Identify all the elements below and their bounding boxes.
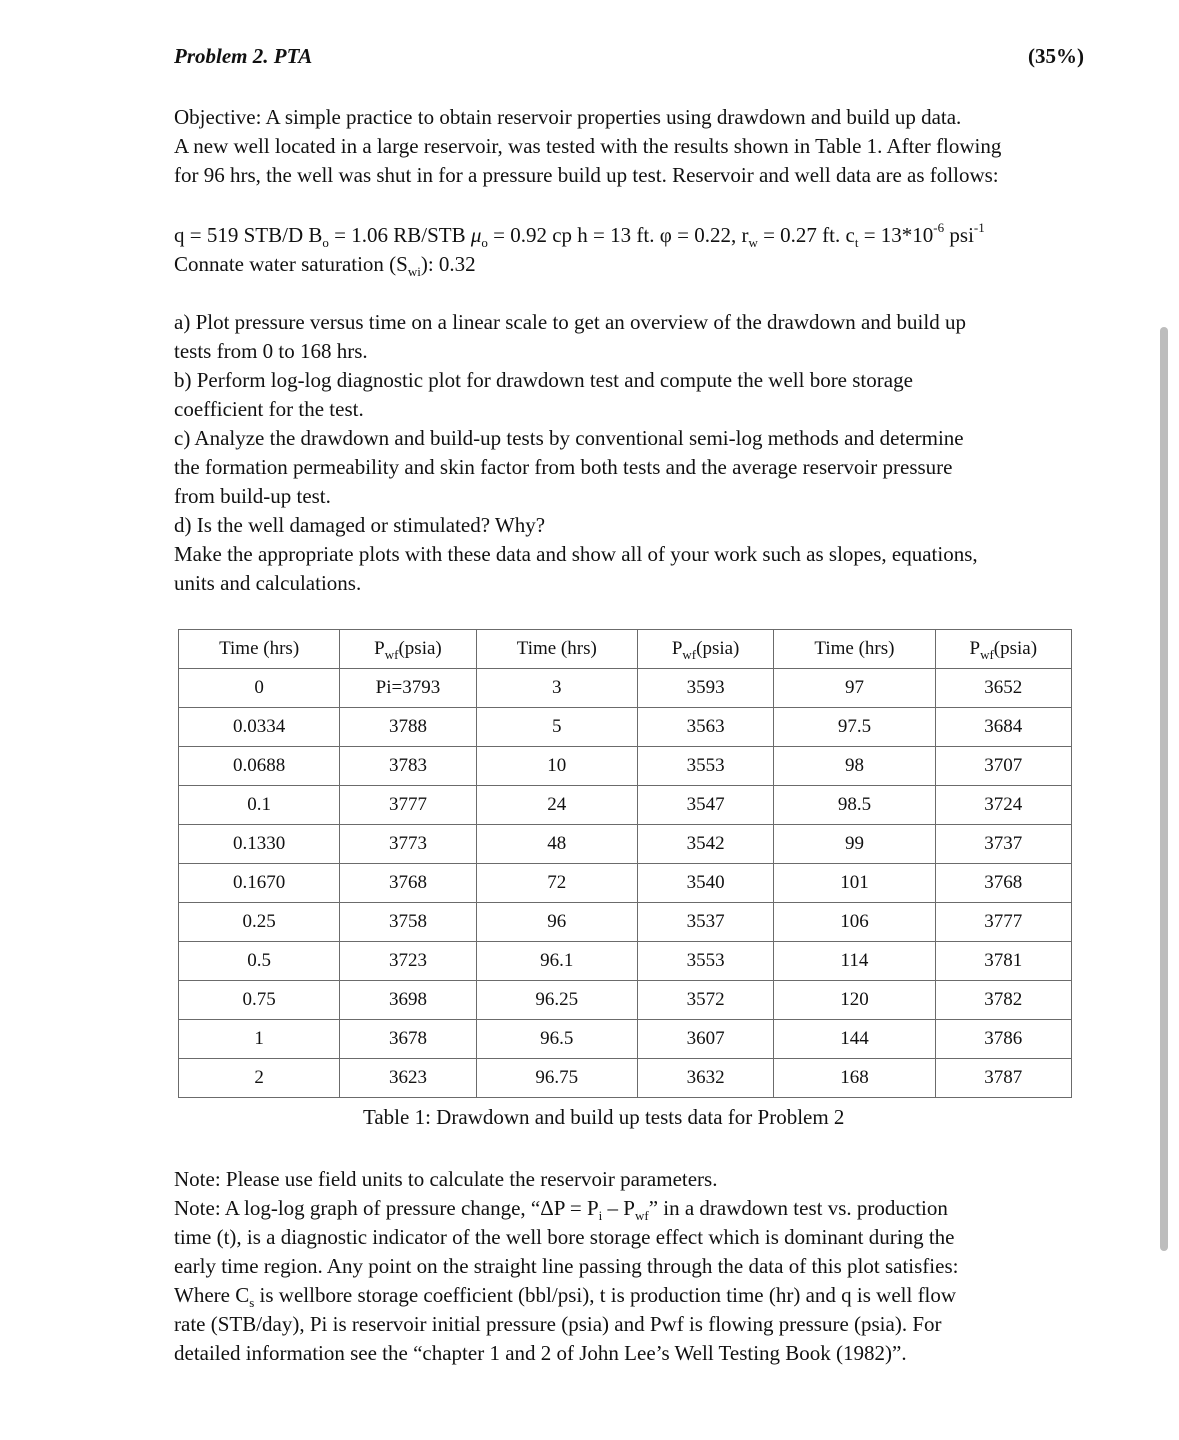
table-cell: 3623 bbox=[340, 1059, 476, 1098]
questions-list bbox=[174, 308, 1089, 598]
table-cell: 5 bbox=[476, 708, 637, 747]
table-body bbox=[179, 669, 1072, 1098]
table-cell: 0.75 bbox=[179, 981, 340, 1020]
table-cell: 3698 bbox=[340, 981, 476, 1020]
table-cell: 98.5 bbox=[774, 786, 935, 825]
question-line: d) Is the well damaged or stimulated? Why? bbox=[174, 513, 546, 537]
table-row bbox=[179, 942, 1072, 981]
question-line: from build-up test. bbox=[174, 484, 331, 508]
text-line: A new well located in a large reservoir, was tested with the results shown in Table 1. After flowing bbox=[174, 134, 1002, 158]
table-cell: 3572 bbox=[637, 981, 773, 1020]
table-cell: 168 bbox=[774, 1059, 935, 1098]
table-cell: 0.1330 bbox=[179, 825, 340, 864]
table-cell: 3786 bbox=[935, 1020, 1071, 1059]
table-row bbox=[179, 708, 1072, 747]
table-cell: 3542 bbox=[637, 825, 773, 864]
table-cell: 3787 bbox=[935, 1059, 1071, 1098]
table-row bbox=[179, 1020, 1072, 1059]
table-cell: 96 bbox=[476, 903, 637, 942]
table-cell: 3593 bbox=[637, 669, 773, 708]
table-cell: 3684 bbox=[935, 708, 1071, 747]
table-cell: 48 bbox=[476, 825, 637, 864]
note-line: Where $C_s$ is wellbore storage coefficient (bbl/psi), t is production time (hr) and q is well flow bbox=[174, 1283, 957, 1311]
table-cell: 0.0688 bbox=[179, 747, 340, 786]
table-cell: Pi=3793 bbox=[340, 669, 476, 708]
table-row bbox=[179, 864, 1072, 903]
table-row bbox=[179, 669, 1072, 708]
table-cell: 3773 bbox=[340, 825, 476, 864]
table-cell: 3724 bbox=[935, 786, 1071, 825]
table-cell: 3540 bbox=[637, 864, 773, 903]
table-cell: 0.0334 bbox=[179, 708, 340, 747]
table-cell: 3723 bbox=[340, 942, 476, 981]
swi-line: Connate water saturation $(S_{wi})$: 0.32 bbox=[174, 252, 476, 280]
problem-header bbox=[174, 44, 1084, 78]
parameters-line: q = 519 STB/D $B_o = 1.06$ RB/STB $\mu_o = 0.92$ cp h = 13 ft. φ = 0.22, $r_w = 0.27$ ft. $c_t = 13*10^{-6}$ psi$^{-1}$ bbox=[174, 220, 985, 251]
table-cell: 114 bbox=[774, 942, 935, 981]
table-cell: 1 bbox=[179, 1020, 340, 1059]
table-header-row bbox=[179, 630, 1072, 669]
table-cell: 3777 bbox=[935, 903, 1071, 942]
note-line: time (t), is a diagnostic indicator of the well bore storage effect which is dominant during the bbox=[174, 1225, 955, 1249]
note-line: Note: A log-log graph of pressure change, “$\Delta P = P_i - P_{wf}$” in a drawdown test vs. production bbox=[174, 1196, 948, 1224]
text-line: Objective: A simple practice to obtain reservoir properties using drawdown and build up data. bbox=[174, 105, 962, 129]
table-cell: 3782 bbox=[935, 981, 1071, 1020]
table-cell: 0.5 bbox=[179, 942, 340, 981]
note-line: early time region. Any point on the straight line passing through the data of this plot satisfies: bbox=[174, 1254, 959, 1278]
pwf-header: $P_{wf}(psia)$ bbox=[637, 630, 773, 669]
time-header: Time (hrs) bbox=[476, 630, 637, 669]
table-row bbox=[179, 981, 1072, 1020]
table-cell: 3788 bbox=[340, 708, 476, 747]
table-cell: 3 bbox=[476, 669, 637, 708]
table-cell: 97 bbox=[774, 669, 935, 708]
table-row bbox=[179, 903, 1072, 942]
table-cell: 0 bbox=[179, 669, 340, 708]
table-cell: 72 bbox=[476, 864, 637, 903]
question-line: a) Plot pressure versus time on a linear scale to get an overview of the drawdown and build up bbox=[174, 310, 966, 334]
question-line: coefficient for the test. bbox=[174, 397, 364, 421]
table-cell: 3537 bbox=[637, 903, 773, 942]
table-row bbox=[179, 825, 1072, 864]
time-header: Time (hrs) bbox=[774, 630, 935, 669]
table-cell: 3737 bbox=[935, 825, 1071, 864]
table-cell: 96.1 bbox=[476, 942, 637, 981]
table-cell: 0.1670 bbox=[179, 864, 340, 903]
table-cell: 3553 bbox=[637, 747, 773, 786]
table-cell: 3768 bbox=[340, 864, 476, 903]
table-cell: 3547 bbox=[637, 786, 773, 825]
table-cell: 99 bbox=[774, 825, 935, 864]
note-line: rate (STB/day), Pi is reservoir initial pressure (psia) and Pwf is flowing pressure (psia). For bbox=[174, 1312, 942, 1336]
table-cell: 3768 bbox=[935, 864, 1071, 903]
table-cell: 0.1 bbox=[179, 786, 340, 825]
table-cell: 101 bbox=[774, 864, 935, 903]
table-row bbox=[179, 1059, 1072, 1098]
pressure-data-table bbox=[178, 629, 1072, 1098]
table-cell: 96.5 bbox=[476, 1020, 637, 1059]
time-header: Time (hrs) bbox=[179, 630, 340, 669]
vertical-scrollbar[interactable] bbox=[1160, 327, 1168, 1251]
table-cell: 3707 bbox=[935, 747, 1071, 786]
table-cell: 3652 bbox=[935, 669, 1071, 708]
table-cell: 106 bbox=[774, 903, 935, 942]
table-cell: 3553 bbox=[637, 942, 773, 981]
question-line: b) Perform log-log diagnostic plot for drawdown test and compute the well bore storage bbox=[174, 368, 913, 392]
question-line: c) Analyze the drawdown and build-up tests by conventional semi-log methods and determine bbox=[174, 426, 964, 450]
notes-section bbox=[174, 1165, 1089, 1368]
table-cell: 3632 bbox=[637, 1059, 773, 1098]
pwf-header: $P_{wf}(psia)$ bbox=[935, 630, 1071, 669]
table-cell: 120 bbox=[774, 981, 935, 1020]
table-cell: 96.25 bbox=[476, 981, 637, 1020]
question-line: the formation permeability and skin factor from both tests and the average reservoir pressure bbox=[174, 455, 953, 479]
table-caption: Table 1: Drawdown and build up tests data for Problem 2 bbox=[363, 1105, 845, 1129]
objective-paragraph bbox=[174, 103, 1089, 190]
table-cell: 3781 bbox=[935, 942, 1071, 981]
table-cell: 10 bbox=[476, 747, 637, 786]
pwf-header: $P_{wf}(psia)$ bbox=[340, 630, 476, 669]
table-cell: 96.75 bbox=[476, 1059, 637, 1098]
table-row bbox=[179, 747, 1072, 786]
table-cell: 3777 bbox=[340, 786, 476, 825]
table-cell: 98 bbox=[774, 747, 935, 786]
problem-weight: (35%) bbox=[1028, 44, 1084, 68]
table-cell: 97.5 bbox=[774, 708, 935, 747]
table-cell: 3783 bbox=[340, 747, 476, 786]
question-line: tests from 0 to 168 hrs. bbox=[174, 339, 368, 363]
table-cell: 144 bbox=[774, 1020, 935, 1059]
table-cell: 2 bbox=[179, 1059, 340, 1098]
table-cell: 3563 bbox=[637, 708, 773, 747]
table-cell: 0.25 bbox=[179, 903, 340, 942]
table-cell: 3758 bbox=[340, 903, 476, 942]
table-cell: 3607 bbox=[637, 1020, 773, 1059]
table-cell: 24 bbox=[476, 786, 637, 825]
table-cell: 3678 bbox=[340, 1020, 476, 1059]
given-data bbox=[174, 221, 1089, 279]
note-line: Note: Please use field units to calculate the reservoir parameters. bbox=[174, 1167, 718, 1191]
question-line: Make the appropriate plots with these data and show all of your work such as slopes, equations, bbox=[174, 542, 978, 566]
problem-title: Problem 2. PTA bbox=[174, 44, 313, 68]
table-row bbox=[179, 786, 1072, 825]
text-line: for 96 hrs, the well was shut in for a pressure build up test. Reservoir and well data are as follows: bbox=[174, 163, 999, 187]
question-line: units and calculations. bbox=[174, 571, 362, 595]
note-line: detailed information see the “chapter 1 and 2 of John Lee’s Well Testing Book (1982)”. bbox=[174, 1341, 907, 1365]
